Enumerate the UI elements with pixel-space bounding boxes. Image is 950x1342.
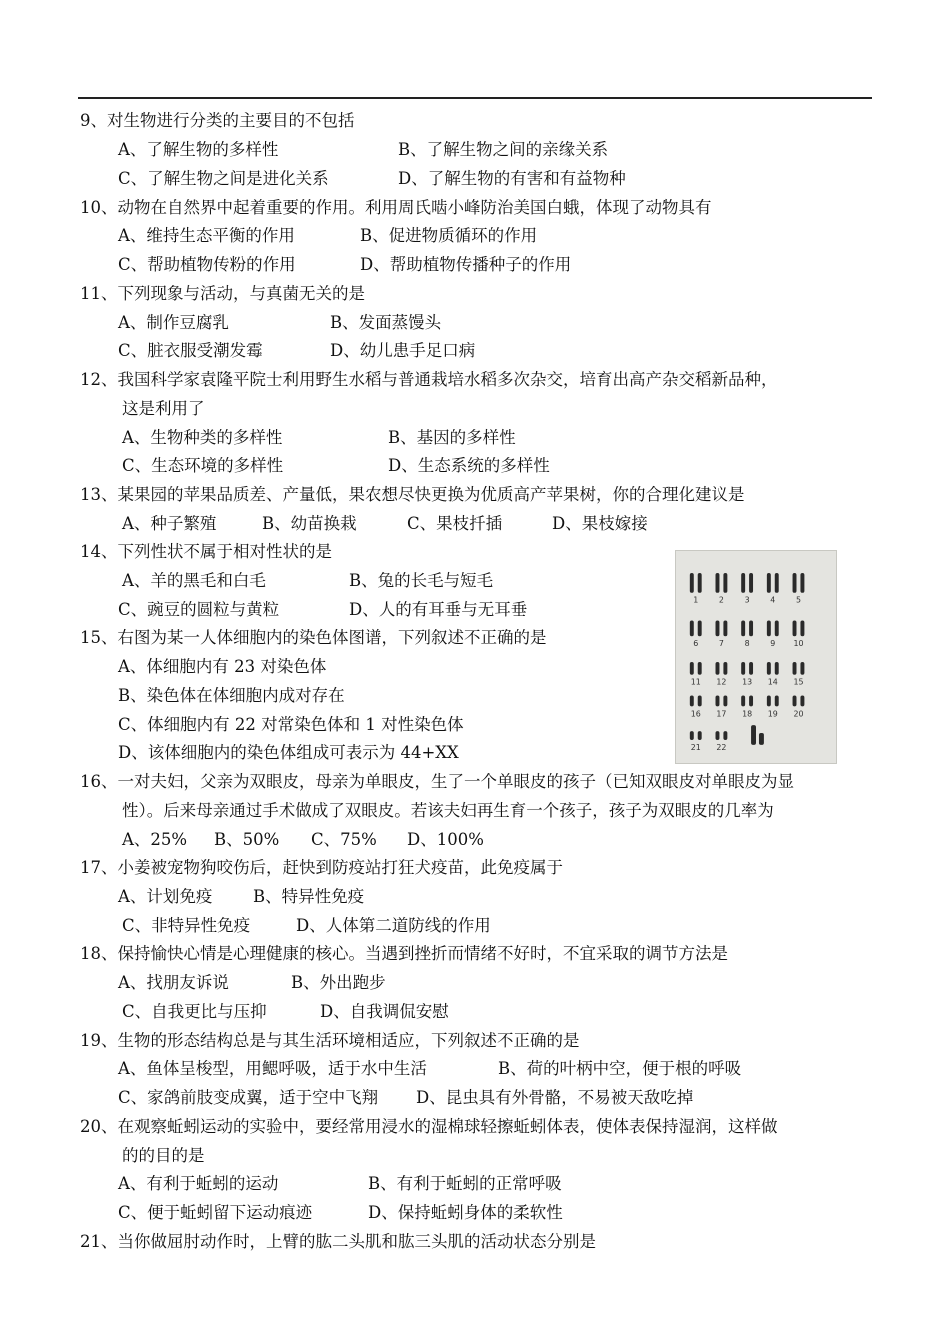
question-12-option-d: D、生态系统的多样性	[388, 456, 550, 475]
question-11-option-b: B、发面蒸馒头	[330, 313, 442, 332]
sex-chromosome-1	[751, 725, 756, 745]
chromosome-label-21: 21	[690, 742, 701, 752]
chromosome-label-22: 22	[716, 742, 727, 752]
chromosome-13-1	[741, 662, 745, 675]
chromosome-7-2	[723, 620, 727, 636]
chromosome-15-2	[800, 662, 804, 675]
question-18-option-b: B、外出跑步	[291, 973, 386, 992]
chromosome-13-2	[749, 662, 753, 675]
question-15-option-c: C、体细胞内有 22 对常染色体和 1 对性染色体	[118, 715, 464, 734]
question-13-option-c: C、果枝扦插	[407, 514, 503, 533]
chromosome-label-7: 7	[718, 639, 724, 649]
chromosome-6-2	[698, 620, 702, 636]
chromosome-4-2	[775, 573, 779, 593]
chromosome-3-2	[749, 573, 753, 593]
question-11-option-c: C、脏衣服受潮发霉	[118, 341, 263, 360]
question-19-option-b: B、荷的叶柄中空，便于根的呼吸	[498, 1059, 742, 1078]
question-20-option-a: A、有利于蚯蚓的运动	[118, 1174, 279, 1193]
question-18-option-a: A、找朋友诉说	[118, 973, 229, 992]
chromosome-18-1	[741, 696, 745, 707]
question-9-stem: 9、对生物进行分类的主要目的不包括	[80, 111, 355, 130]
karyotype-figure	[675, 550, 837, 764]
question-10-option-d: D、帮助植物传播种子的作用	[360, 255, 572, 274]
question-10-option-c: C、帮助植物传粉的作用	[118, 255, 296, 274]
chromosome-14-2	[775, 662, 779, 675]
chromosome-label-15: 15	[793, 677, 804, 687]
question-18-option-c: C、自我更比与压抑	[122, 1002, 267, 1021]
question-20-option-b: B、有利于蚯蚓的正常呼吸	[368, 1174, 562, 1193]
question-17-stem: 17、小姜被宠物狗咬伤后，赶快到防疫站打狂犬疫苗，此免疫属于	[80, 858, 563, 877]
chromosome-21-2	[698, 731, 702, 740]
question-12-option-a: A、生物种类的多样性	[122, 428, 283, 447]
question-17-option-d: D、人体第二道防线的作用	[296, 916, 491, 935]
chromosome-14-1	[767, 662, 771, 675]
question-20-stem: 20、在观察蚯蚓运动的实验中，要经常用浸水的湿棉球轻擦蚯蚓体表，使体表保持湿润，这样做	[80, 1117, 778, 1136]
chromosome-9-2	[775, 620, 779, 636]
question-11-option-d: D、幼儿患手足口病	[330, 341, 476, 360]
chromosome-5-2	[800, 573, 804, 593]
chromosome-label-6: 6	[693, 639, 699, 649]
chromosome-label-5: 5	[795, 595, 801, 605]
question-15-stem: 15、右图为某一人体细胞内的染色体图谱，下列叙述不正确的是	[80, 628, 547, 647]
chromosome-17-2	[723, 696, 727, 707]
question-11-option-a: A、制作豆腐乳	[118, 313, 229, 332]
chromosome-17-1	[716, 696, 720, 707]
chromosome-11-1	[690, 662, 694, 675]
chromosome-10-1	[793, 620, 797, 636]
chromosome-7-1	[716, 620, 720, 636]
question-10-stem: 10、动物在自然界中起着重要的作用。利用周氏啮小峰防治美国白蛾，体现了动物具有	[80, 198, 712, 217]
chromosome-label-12: 12	[716, 677, 727, 687]
question-10-option-b: B、促进物质循环的作用	[360, 226, 538, 245]
chromosome-22-2	[723, 731, 727, 740]
question-20-stem-continued: 的的目的是	[122, 1146, 205, 1165]
question-13-stem: 13、某果园的苹果品质差、产量低，果农想尽快更换为优质高产苹果树，你的合理化建议是	[80, 485, 745, 504]
question-15-option-d: D、该体细胞内的染色体组成可表示为 44+XX	[118, 743, 459, 762]
chromosome-label-9: 9	[770, 639, 776, 649]
question-12-option-b: B、基因的多样性	[388, 428, 516, 447]
chromosome-9-1	[767, 620, 771, 636]
question-16-stem: 16、一对夫妇，父亲为双眼皮，母亲为单眼皮，生了一个单眼皮的孩子（已知双眼皮对单眼皮为显	[80, 772, 794, 791]
chromosome-1-2	[698, 573, 702, 593]
chromosome-label-16: 16	[690, 709, 701, 719]
question-10-option-a: A、维持生态平衡的作用	[118, 226, 295, 245]
chromosome-label-11: 11	[690, 677, 701, 687]
question-13-option-a: A、种子繁殖	[122, 514, 217, 533]
question-19-option-d: D、昆虫具有外骨骼，不易被天敌吃掉	[416, 1088, 694, 1107]
question-15-option-b: B、染色体在体细胞内成对存在	[118, 686, 345, 705]
chromosome-label-3: 3	[744, 595, 750, 605]
chromosome-8-2	[749, 620, 753, 636]
chromosome-11-2	[698, 662, 702, 675]
question-11-stem: 11、下列现象与活动，与真菌无关的是	[80, 284, 365, 303]
chromosome-18-2	[749, 696, 753, 707]
question-14-option-a: A、羊的黑毛和白毛	[122, 571, 266, 590]
question-13-option-d: D、果枝嫁接	[552, 514, 648, 533]
question-20-option-c: C、便于蚯蚓留下运动痕迹	[118, 1203, 313, 1222]
question-16-option-c: C、75%	[311, 830, 377, 849]
chromosome-15-1	[793, 662, 797, 675]
question-17-option-b: B、特异性免疫	[253, 887, 365, 906]
question-16-option-a: A、25%	[122, 830, 188, 849]
chromosome-label-10: 10	[793, 639, 804, 649]
question-9-option-c: C、了解生物之间是进化关系	[118, 169, 329, 188]
question-16-stem-continued: 性）。后来母亲通过手术做成了双眼皮。若该夫妇再生育一个孩子，孩子为双眼皮的几率为	[122, 801, 774, 820]
question-9-option-d: D、了解生物的有害和有益物种	[398, 169, 626, 188]
chromosome-10-2	[800, 620, 804, 636]
chromosome-19-2	[775, 696, 779, 707]
chromosome-20-2	[800, 696, 804, 707]
question-12-option-c: C、生态环境的多样性	[122, 456, 284, 475]
chromosome-4-1	[767, 573, 771, 593]
chromosome-8-1	[741, 620, 745, 636]
question-14-stem: 14、下列性状不属于相对性状的是	[80, 542, 332, 561]
question-14-option-d: D、人的有耳垂与无耳垂	[349, 600, 528, 619]
question-14-option-b: B、兔的长毛与短毛	[349, 571, 494, 590]
question-14-option-c: C、豌豆的圆粒与黄粒	[118, 600, 280, 619]
chromosome-label-17: 17	[716, 709, 727, 719]
chromosome-label-20: 20	[793, 709, 804, 719]
chromosome-16-1	[690, 696, 694, 707]
chromosome-5-1	[793, 573, 797, 593]
chromosome-2-2	[723, 573, 727, 593]
chromosome-12-2	[723, 662, 727, 675]
question-16-option-d: D、100%	[407, 830, 484, 849]
chromosome-2-1	[716, 573, 720, 593]
question-9-option-b: B、了解生物之间的亲缘关系	[398, 140, 609, 159]
chromosome-label-18: 18	[742, 709, 753, 719]
question-15-option-a: A、体细胞内有 23 对染色体	[118, 657, 327, 676]
chromosome-20-1	[793, 696, 797, 707]
chromosome-19-1	[767, 696, 771, 707]
question-17-option-a: A、计划免疫	[118, 887, 213, 906]
question-12-stem-continued: 这是利用了	[122, 399, 205, 418]
question-9-option-a: A、了解生物的多样性	[118, 140, 279, 159]
chromosome-3-1	[741, 573, 745, 593]
question-12-stem: 12、我国科学家袁隆平院士利用野生水稻与普通栽培水稻多次杂交，培育出高产杂交稻新品种，	[80, 370, 778, 389]
question-17-option-c: C、非特异性免疫	[122, 916, 251, 935]
chromosome-label-14: 14	[767, 677, 778, 687]
question-13-option-b: B、幼苗换栽	[262, 514, 357, 533]
chromosome-16-2	[698, 696, 702, 707]
chromosome-label-8: 8	[744, 639, 750, 649]
question-16-option-b: B、50%	[214, 830, 280, 849]
chromosome-label-4: 4	[770, 595, 776, 605]
chromosome-21-1	[690, 731, 694, 740]
question-19-stem: 19、生物的形态结构总是与其生活环境相适应，下列叙述不正确的是	[80, 1031, 580, 1050]
question-18-option-d: D、自我调侃安慰	[320, 1002, 449, 1021]
question-18-stem: 18、保持愉快心情是心理健康的核心。当遇到挫折而情绪不好时，不宜采取的调节方法是	[80, 944, 728, 963]
chromosome-22-1	[716, 731, 720, 740]
chromosome-label-1: 1	[693, 595, 699, 605]
question-19-option-a: A、鱼体呈梭型，用鳃呼吸，适于水中生活	[118, 1059, 427, 1078]
question-19-option-c: C、家鸽前肢变成翼，适于空中飞翔	[118, 1088, 379, 1107]
question-20-option-d: D、保持蚯蚓身体的柔软性	[368, 1203, 563, 1222]
karyotype-image	[676, 551, 836, 763]
chromosome-12-1	[716, 662, 720, 675]
header-rule	[78, 97, 872, 99]
sex-chromosome-2	[759, 733, 764, 745]
chromosome-6-1	[690, 620, 694, 636]
chromosome-1-1	[690, 573, 694, 593]
chromosome-label-2: 2	[718, 595, 724, 605]
question-21-stem: 21、当你做屈肘动作时，上臂的肱二头肌和肱三头肌的活动状态分别是	[80, 1232, 596, 1251]
chromosome-label-19: 19	[767, 709, 778, 719]
chromosome-label-13: 13	[742, 677, 753, 687]
